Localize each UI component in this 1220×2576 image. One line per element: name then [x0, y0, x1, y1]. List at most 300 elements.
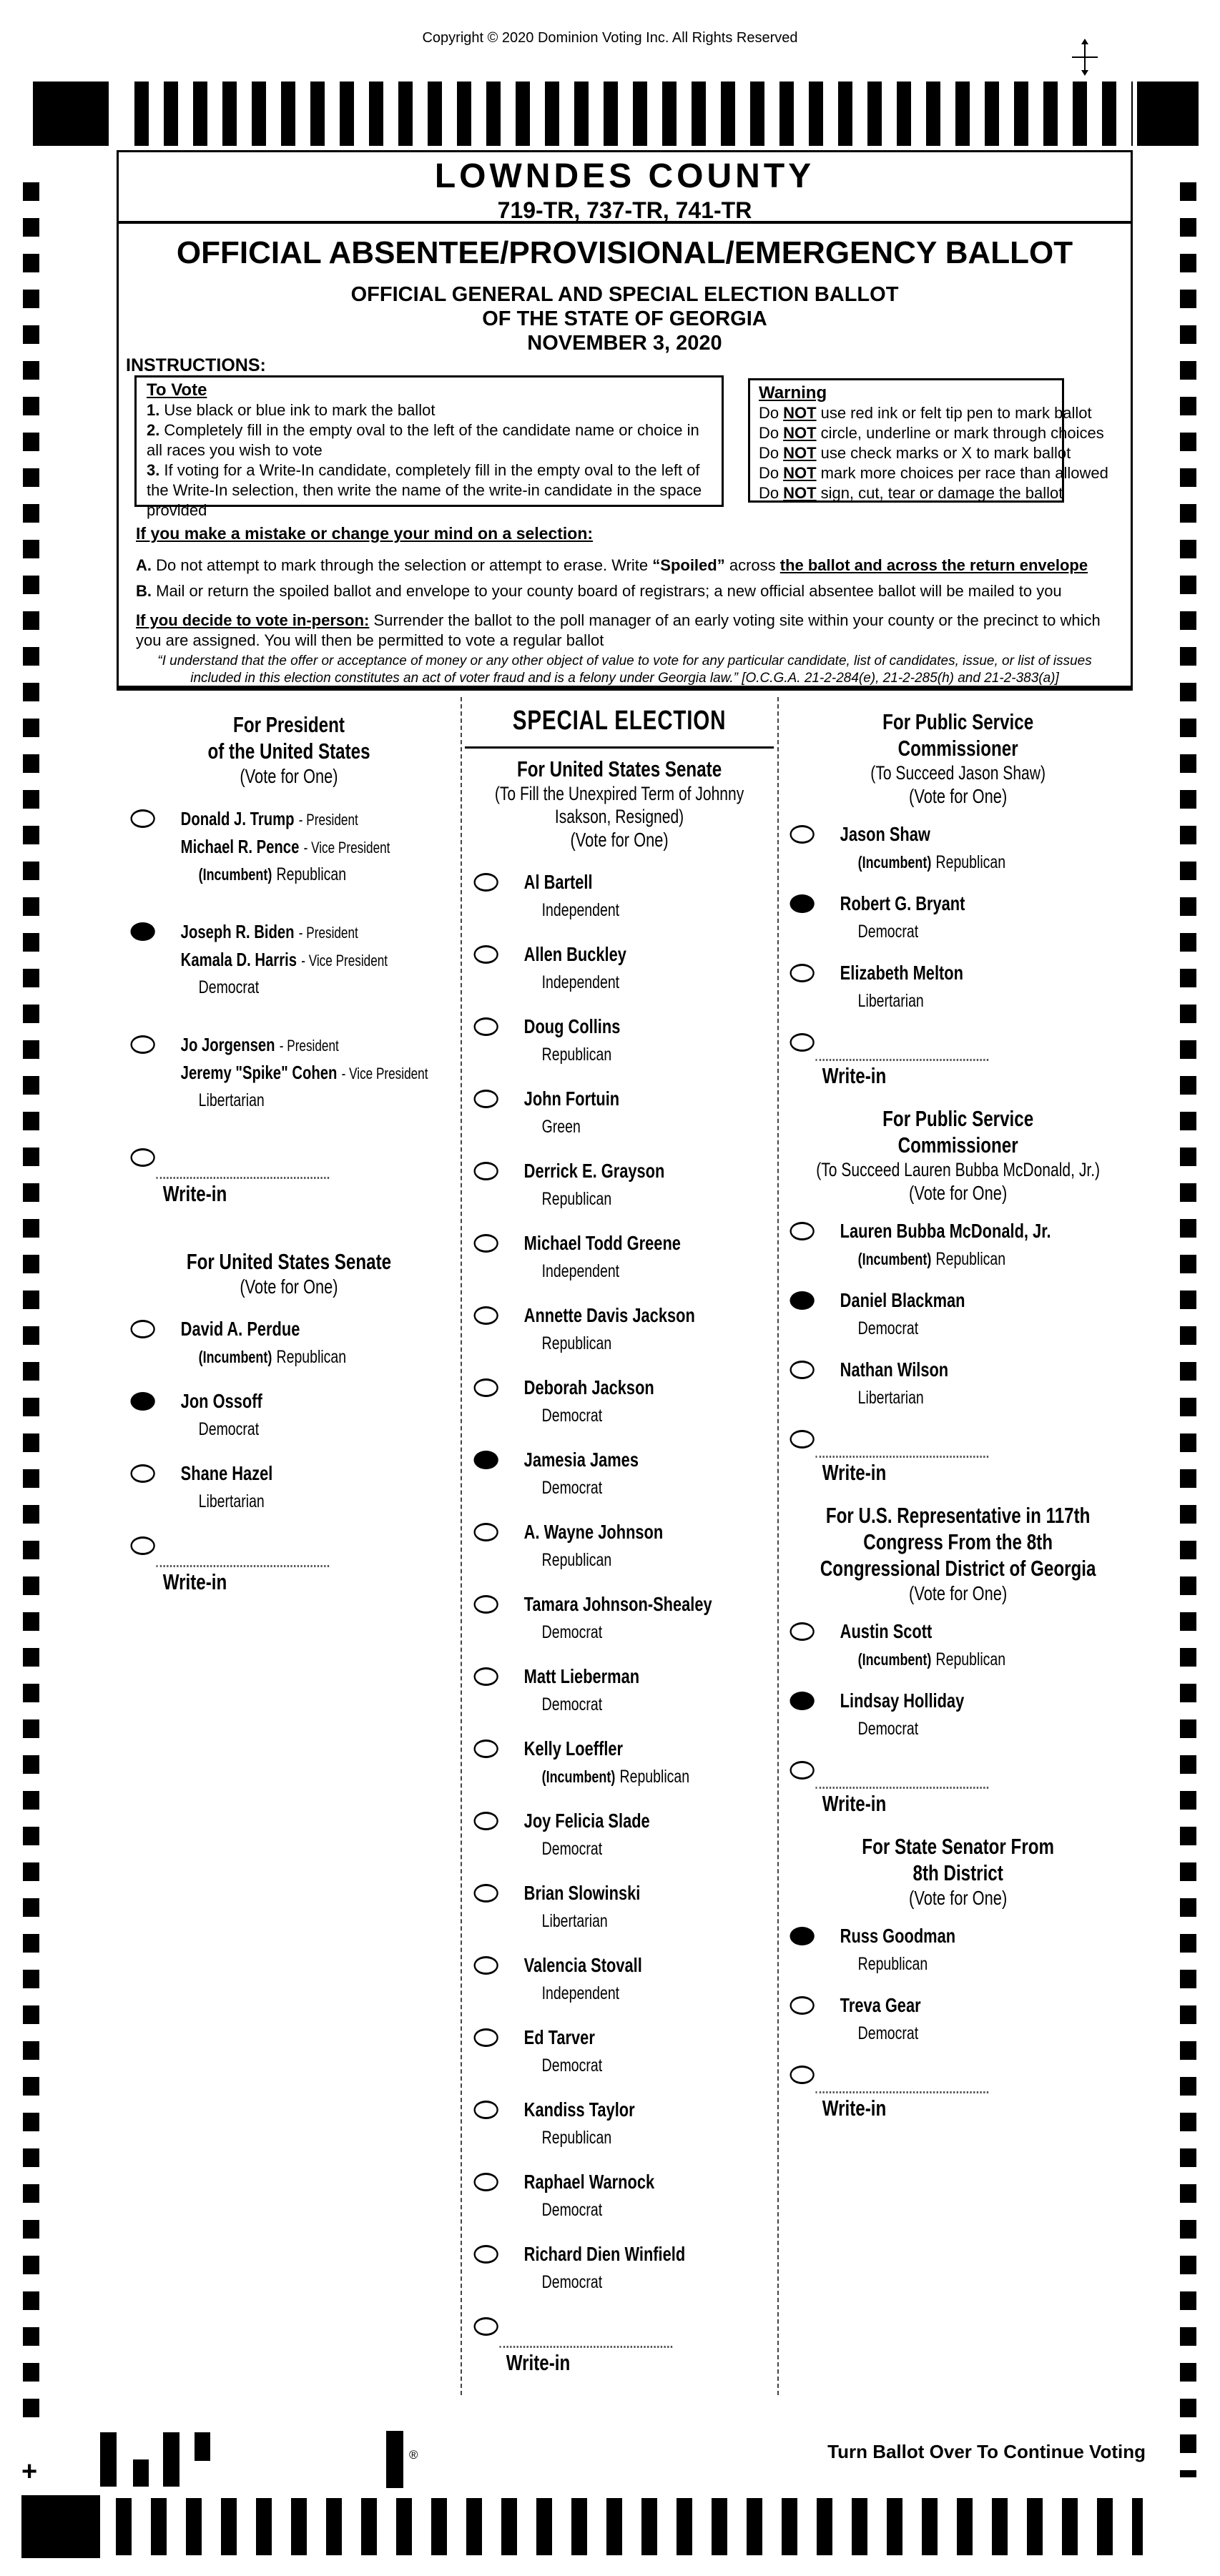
party-name: Independent [541, 1983, 620, 2003]
candidate-party-line [542, 1260, 681, 1282]
warning-item [759, 443, 1071, 463]
write-in-row [465, 2317, 774, 2403]
party-name: Republican [276, 864, 347, 884]
candidate-row [465, 1448, 774, 1520]
write-in-block [499, 2346, 672, 2376]
candidate-row [122, 1389, 456, 1461]
candidate-name: Derrick E. Grayson [523, 1160, 665, 1182]
candidate-name-line [840, 1993, 921, 2021]
write-in-blank-line[interactable] [156, 1565, 329, 1567]
to-vote-box [134, 375, 724, 519]
race-header [781, 1105, 1135, 1205]
race-header [781, 1502, 1135, 1605]
candidate-name: Raphael Warnock [523, 2171, 655, 2193]
candidate-party-line [542, 1766, 689, 1787]
mistake-section [136, 524, 1118, 651]
candidate-text [840, 892, 965, 961]
ballot-oval[interactable] [789, 1996, 814, 2015]
candidate-name-line [181, 834, 390, 862]
candidate-office-suffix: - Vice President [301, 952, 388, 969]
ballot-oval[interactable] [473, 1306, 498, 1325]
candidate-name: Kandiss Taylor [523, 2098, 635, 2121]
ballot-oval[interactable] [473, 1523, 498, 1541]
ballot-oval-write-in[interactable] [789, 2066, 814, 2084]
candidate-name-line [840, 1358, 948, 1386]
candidate-name-line [181, 1389, 262, 1417]
candidate-text [840, 1993, 921, 2063]
candidate-party-line [199, 1346, 346, 1368]
column-separator [461, 697, 462, 2395]
write-in-block [815, 1787, 988, 1817]
candidate-office-suffix: - Vice President [303, 839, 390, 857]
candidate-name: Jamesia James [523, 1449, 639, 1471]
candidate-text [524, 1737, 689, 1809]
vote-for-label: (Vote for One) [909, 1582, 1008, 1604]
race-title-line: Commissioner [897, 736, 1018, 761]
vote-for-label: (Vote for One) [240, 765, 338, 787]
candidate-name-line [181, 806, 390, 834]
candidate-name-line [524, 1881, 641, 1909]
candidate-row [465, 1376, 774, 1448]
ballot-oval[interactable] [473, 2173, 498, 2191]
party-name: Democrat [541, 2200, 603, 2220]
candidate-name-line [524, 1231, 681, 1259]
candidate-row [465, 1087, 774, 1159]
write-in-blank-line[interactable] [499, 2346, 672, 2348]
party-name: Democrat [541, 1839, 603, 1859]
write-in-row [122, 1536, 456, 1622]
warning-not-word [783, 424, 816, 442]
warning-not-word-bold: NOT [783, 484, 817, 502]
write-in-label: Write-in [506, 2350, 571, 2375]
write-in-block [815, 1059, 988, 1089]
ballot-oval-filled[interactable] [789, 1927, 814, 1945]
turn-ballot-over-note: Turn Ballot Over To Continue Voting [827, 2441, 1146, 2462]
candidate-party-line [858, 2023, 921, 2044]
candidate-text [181, 919, 388, 1032]
candidate-name-line [524, 1737, 689, 1765]
to-vote-item-text: If voting for a Write-In candidate, completely fill in the empty oval to the left of the Write-In selection, then write the name of the write-in candidate in the space provided [147, 461, 702, 519]
write-in-blank-line[interactable] [815, 1456, 988, 1458]
candidate-text [840, 822, 1005, 892]
race-section [781, 1502, 1135, 1829]
candidate-text [524, 1376, 654, 1448]
candidate-text [840, 1619, 1005, 1689]
candidate-row [465, 1953, 774, 2025]
ballot-oval[interactable] [473, 1234, 498, 1253]
warning-not-word [783, 464, 816, 482]
warning-item [759, 463, 1108, 483]
race-title-line: For Public Service [882, 1106, 1034, 1131]
candidate-party-line [199, 1418, 262, 1440]
warning-not-word-bold: NOT [783, 464, 817, 482]
vote-for-label: (Vote for One) [570, 829, 669, 851]
ballot-oval[interactable] [473, 1667, 498, 1686]
candidate-party-line [542, 1477, 639, 1499]
candidate-name: Shane Hazel [180, 1462, 273, 1484]
ballot-oval[interactable] [473, 1017, 498, 1036]
ballot-oval[interactable] [473, 1739, 498, 1758]
candidate-row [122, 1317, 456, 1389]
candidate-name-line [524, 1809, 650, 1837]
ballot-oval-write-in[interactable] [130, 1148, 154, 1167]
ballot-oval-filled[interactable] [473, 1451, 498, 1469]
precinct-list: 719-TR, 737-TR, 741-TR [497, 197, 752, 223]
candidate-name: Michael R. Pence [180, 836, 300, 857]
warning-do-word: Do [759, 464, 779, 482]
copyright-notice: Copyright © 2020 Dominion Voting Inc. All Rights Reserved [422, 30, 798, 46]
candidate-row [465, 2025, 774, 2098]
ballot-oval[interactable] [473, 1956, 498, 1975]
candidate-text [524, 942, 626, 1015]
candidate-row [781, 1288, 1135, 1358]
party-name: Independent [541, 1261, 620, 1281]
text-segment: Do not attempt to mark through the selection or attempt to erase. Write [152, 556, 653, 574]
candidate-text [524, 2025, 602, 2098]
candidate-name: Jeremy "Spike" Cohen [180, 1062, 338, 1083]
candidate-text [181, 1461, 273, 1534]
write-in-label: Write-in [822, 1791, 887, 1816]
candidate-name: Jon Ossoff [180, 1390, 262, 1412]
candidate-party-line [858, 1248, 1051, 1270]
candidate-party-line [542, 972, 626, 993]
barcode-bar [133, 2459, 149, 2487]
party-name: Independent [541, 900, 620, 920]
text-segment: the ballot and across the return envelope [779, 556, 1088, 574]
candidate-name: Annette Davis Jackson [523, 1304, 695, 1326]
warning-do-word: Do [759, 424, 779, 442]
warning-do-word: Do [759, 484, 779, 502]
candidate-text [181, 1317, 346, 1389]
ballot-oval[interactable] [473, 1090, 498, 1108]
candidate-name-line [840, 892, 965, 919]
ballot-oval-write-in[interactable] [789, 1761, 814, 1780]
candidate-row [781, 1689, 1135, 1758]
candidate-text [524, 1664, 639, 1737]
candidate-name: Lindsay Holliday [840, 1689, 965, 1712]
instructions-label: INSTRUCTIONS: [126, 355, 266, 375]
write-in-row [781, 2066, 1135, 2133]
mistake-item-a [136, 555, 1118, 576]
candidate-office-suffix: - President [298, 924, 358, 942]
candidate-name: Jason Shaw [840, 823, 930, 845]
candidate-name: Jo Jorgensen [180, 1034, 275, 1055]
candidate-name-line [524, 1087, 619, 1115]
candidate-party-line [858, 1387, 949, 1408]
text-segment: A. [136, 556, 152, 574]
candidate-party-line [858, 1318, 965, 1339]
candidate-name-line [524, 1376, 654, 1403]
candidate-row [465, 2170, 774, 2242]
candidate-row [781, 1924, 1135, 1993]
candidate-name-line [181, 1461, 273, 1489]
party-name: Democrat [541, 1478, 603, 1498]
barcode-bar [163, 2432, 179, 2487]
incumbent-label: (Incumbent) [857, 1650, 932, 1669]
candidate-name-line [840, 1924, 955, 1952]
ballot-oval-write-in[interactable] [130, 1536, 154, 1555]
candidate-party-line [199, 864, 390, 885]
ballot-oval-write-in[interactable] [473, 2317, 498, 2336]
timing-mark-block [33, 82, 109, 146]
race-title-line: of the United States [207, 739, 370, 764]
race-title-line: For Public Service [882, 709, 1034, 734]
ballot-oval-filled[interactable] [789, 894, 814, 913]
mistake-heading: If you make a mistake or change your mind on a selection: [136, 524, 594, 543]
candidate-row [122, 806, 456, 919]
party-name: Libertarian [541, 1911, 608, 1931]
candidate-text [840, 1924, 955, 1993]
text-segment: Mail or return the spoiled ballot and envelope to your county board of registrars; a new official absentee ballot will be mailed to you [152, 582, 1062, 600]
race-section [781, 1105, 1135, 1498]
candidate-name-line [524, 1520, 664, 1548]
party-name: Democrat [541, 1406, 603, 1426]
vote-in-person-note [136, 611, 1118, 651]
candidate-row [781, 1219, 1135, 1288]
vote-for-label: (Vote for One) [909, 1887, 1008, 1909]
mistake-item-b [136, 581, 1118, 602]
race-header [122, 711, 456, 788]
ballot-oval[interactable] [789, 1222, 814, 1240]
timing-mark-row [116, 2498, 1143, 2555]
candidate-text [181, 806, 390, 919]
candidate-party-line [199, 1090, 428, 1111]
candidate-party-line [199, 1491, 273, 1512]
candidate-name: Austin Scott [840, 1620, 933, 1642]
candidate-text [840, 1358, 948, 1427]
ballot-oval[interactable] [789, 1361, 814, 1379]
text-segment: B. [136, 582, 152, 600]
write-in-label: Write-in [822, 2096, 887, 2121]
candidate-name-line [840, 1689, 965, 1717]
ballot-oval-filled[interactable] [130, 1392, 154, 1411]
text-segment: across [724, 556, 780, 574]
warning-item [759, 483, 1063, 503]
candidate-party-line [542, 1333, 695, 1354]
race-title-line: For U.S. Representative in 117th [825, 1503, 1091, 1528]
candidate-party-line [858, 852, 1005, 873]
candidate-name: Al Bartell [523, 871, 593, 893]
race-section [781, 709, 1135, 1101]
candidate-name: Valencia Stovall [523, 1954, 642, 1976]
ballot-oval[interactable] [473, 1812, 498, 1830]
barcode-bar [100, 2432, 117, 2487]
ballot-oval[interactable] [473, 1162, 498, 1180]
candidate-text [524, 1015, 621, 1087]
race-header [465, 756, 774, 852]
ballot-oval-write-in[interactable] [789, 1430, 814, 1449]
ballot-oval[interactable] [130, 1320, 154, 1338]
to-vote-item-text: Use black or blue ink to mark the ballot [164, 401, 436, 419]
candidate-party-line [858, 1718, 965, 1739]
warning-do-word: Do [759, 444, 779, 462]
candidate-name: David A. Perdue [180, 1318, 300, 1340]
election-title-line: OFFICIAL GENERAL AND SPECIAL ELECTION BALLOT [350, 283, 899, 306]
candidate-name: Joy Felicia Slade [523, 1810, 650, 1832]
candidate-name: Treva Gear [840, 1994, 921, 2016]
candidate-text [524, 2242, 686, 2314]
candidate-party-line [858, 1953, 955, 1975]
write-in-blank-line[interactable] [815, 2091, 988, 2093]
party-name: Democrat [198, 977, 260, 997]
ballot-oval[interactable] [473, 873, 498, 892]
candidate-name-line [181, 1060, 428, 1088]
candidate-text [524, 1809, 650, 1881]
write-in-row [781, 1033, 1135, 1101]
ballot-column-right [781, 704, 1135, 2133]
to-vote-item [147, 420, 712, 460]
candidate-name-line [524, 1592, 712, 1620]
to-vote-item-text: Completely fill in the empty oval to the left of the candidate name or choice in all races you wish to vote [147, 421, 699, 459]
candidate-row [465, 1159, 774, 1231]
candidate-name: A. Wayne Johnson [523, 1521, 664, 1543]
party-name: Democrat [857, 922, 919, 942]
ballot-oval[interactable] [789, 825, 814, 844]
candidate-text [840, 1288, 965, 1358]
party-name: Republican [541, 1333, 612, 1353]
write-in-block [815, 1456, 988, 1486]
incumbent-label: (Incumbent) [198, 865, 272, 884]
candidate-name: Michael Todd Greene [523, 1232, 681, 1254]
ballot-oval[interactable] [473, 1595, 498, 1614]
warning-item-text: use check marks or X to mark ballot [820, 444, 1071, 462]
column-separator [777, 697, 779, 2395]
timing-mark-row [134, 82, 1133, 146]
write-in-blank-line[interactable] [815, 1059, 988, 1061]
candidate-name-line [840, 961, 963, 989]
ballot-oval[interactable] [130, 1035, 154, 1054]
candidate-name-line [840, 1619, 1005, 1647]
candidate-party-line [542, 1838, 650, 1860]
race-section [465, 756, 774, 2403]
candidate-row [781, 1358, 1135, 1427]
candidate-name: Robert G. Bryant [840, 892, 965, 914]
candidate-party-line [542, 1983, 642, 2004]
race-header [781, 709, 1135, 808]
registration-plus-mark: + [21, 2457, 38, 2487]
ballot-oval[interactable] [130, 1464, 154, 1483]
candidate-row [122, 1461, 456, 1534]
ballot-oval-filled[interactable] [789, 1291, 814, 1310]
write-in-blank-line[interactable] [156, 1177, 329, 1179]
candidate-row [465, 1737, 774, 1809]
race-section [122, 1248, 456, 1622]
ballot-oval[interactable] [789, 964, 814, 982]
ballot-oval[interactable] [473, 1884, 498, 1903]
candidate-name: Richard Dien Winfield [523, 2243, 686, 2265]
ballot-oval[interactable] [130, 809, 154, 828]
party-name: Republican [935, 852, 1006, 872]
warning-not-word-bold: NOT [783, 404, 817, 422]
party-name: Democrat [198, 1419, 260, 1439]
candidate-text [524, 1159, 665, 1231]
party-name: Republican [541, 1045, 612, 1065]
candidate-name-line [524, 1015, 621, 1042]
ballot-column-middle [465, 704, 774, 2403]
ballot-oval[interactable] [473, 2101, 498, 2119]
party-name: Republican [857, 1954, 928, 1974]
ballot-oval[interactable] [473, 1378, 498, 1397]
timing-mark-block [1137, 82, 1199, 146]
registration-cross-icon [1069, 37, 1101, 77]
candidate-name: Elizabeth Melton [840, 962, 963, 984]
party-name: Democrat [541, 1694, 603, 1714]
text-segment: Surrender the ballot to the poll manager of an early voting site within your county or the precinct to which you are assigned. You will then be permitted to vote a regular ballot [136, 611, 1101, 649]
election-date: NOVEMBER 3, 2020 [527, 332, 722, 355]
candidate-party-line [542, 1622, 712, 1643]
candidate-text [524, 1231, 681, 1303]
county-section [119, 152, 1131, 224]
timing-mark-block [21, 2495, 100, 2558]
ballot-oval[interactable] [473, 2245, 498, 2264]
candidate-text [181, 1032, 428, 1145]
candidate-party-line [542, 2199, 654, 2221]
ballot-oval-filled[interactable] [130, 922, 154, 941]
candidate-name: Joseph R. Biden [180, 921, 295, 942]
text-segment: If you decide to vote in-person: [136, 611, 370, 629]
candidate-name-line [524, 1448, 639, 1476]
ballot-oval-write-in[interactable] [789, 1033, 814, 1052]
warning-not-word-bold: NOT [783, 444, 817, 462]
candidate-party-line [542, 1116, 619, 1138]
candidate-text [840, 961, 963, 1030]
write-in-row [781, 1761, 1135, 1829]
candidate-name: Doug Collins [523, 1015, 621, 1037]
candidate-party-line [858, 990, 963, 1012]
candidate-text [524, 1520, 664, 1592]
candidate-name-line [524, 1953, 642, 1981]
candidate-party-line [542, 1044, 621, 1065]
write-in-blank-line[interactable] [815, 1787, 988, 1789]
party-name: Republican [541, 1189, 612, 1209]
race-section [122, 711, 456, 1241]
party-name: Republican [276, 1347, 347, 1367]
vote-for-label: (Vote for One) [909, 785, 1008, 807]
text-segment: “Spoiled” [652, 556, 725, 574]
candidate-name: Daniel Blackman [840, 1289, 965, 1311]
candidate-row [781, 822, 1135, 892]
party-name: Libertarian [198, 1491, 265, 1511]
ballot-oval[interactable] [473, 945, 498, 964]
race-subtitle-line: (To Succeed Jason Shaw) [870, 762, 1046, 784]
timing-mark-column-right [1180, 182, 1196, 2477]
candidate-row [465, 1809, 774, 1881]
race-subtitle-line: Isakson, Resigned) [554, 806, 684, 827]
ballot-oval[interactable] [789, 1622, 814, 1641]
candidate-party-line [858, 1649, 1005, 1670]
candidate-row [465, 942, 774, 1015]
ballot-oval[interactable] [473, 2028, 498, 2047]
party-name: Democrat [857, 1719, 919, 1739]
candidate-name-line [524, 2170, 654, 2198]
race-title-line: 8th District [912, 1860, 1003, 1885]
candidate-name-line [524, 2098, 635, 2126]
candidate-row [465, 2098, 774, 2170]
incumbent-label: (Incumbent) [198, 1348, 272, 1366]
warning-item-text: sign, cut, tear or damage the ballot [820, 484, 1063, 502]
candidate-name: Kelly Loeffler [523, 1737, 624, 1760]
candidate-name: Brian Slowinski [523, 1882, 641, 1904]
incumbent-label: (Incumbent) [857, 1250, 932, 1268]
candidate-party-line [542, 1405, 654, 1426]
candidate-row [781, 961, 1135, 1030]
candidate-name: Lauren Bubba McDonald, Jr. [840, 1220, 1051, 1242]
candidate-text [524, 1881, 641, 1953]
party-name: Republican [619, 1767, 690, 1787]
special-election-banner: SPECIAL ELECTION [465, 704, 774, 749]
warning-item [759, 403, 1092, 423]
ballot-oval-filled[interactable] [789, 1692, 814, 1710]
